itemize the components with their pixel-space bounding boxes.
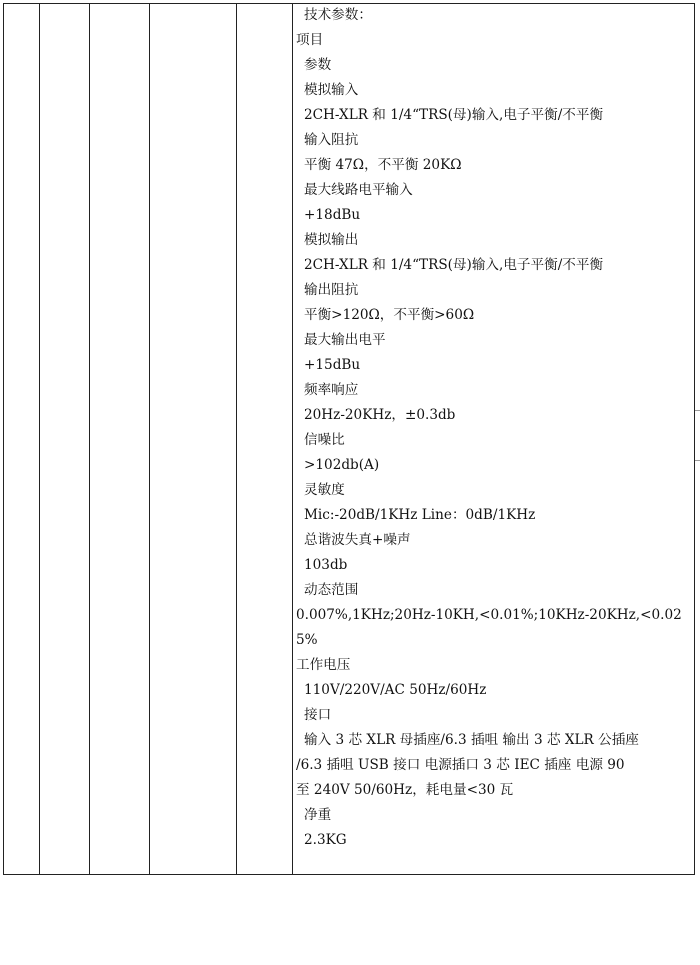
spec-value: 输入 3 芯 XLR 母插座/6.3 插咀 输出 3 芯 XLR 公插座 (304, 732, 639, 748)
margin-tick (695, 460, 700, 461)
spec-value: +15dBu (304, 357, 361, 373)
spec-value: 110V/220V/AC 50Hz/60Hz (304, 682, 487, 698)
spec-value: 2.3KG (304, 832, 347, 848)
spec-value-continued: /6.3 插咀 USB 接口 电源插口 3 芯 IEC 插座 电源 90 (296, 757, 625, 773)
spec-label: 总谐波失真+噪声 (304, 532, 411, 548)
spec-value: 103db (304, 557, 348, 573)
column-divider (149, 3, 150, 875)
spec-value: 0.007%,1KHz;20Hz-10KH,<0.01%;10KHz-20KHz,<0.02 (296, 607, 682, 623)
spec-value: Mic:-20dB/1KHz Line：0dB/1KHz (304, 507, 536, 523)
margin-tick (695, 410, 700, 411)
spec-value-continued: 至 240V 50/60Hz，耗电量<30 瓦 (296, 782, 514, 798)
spec-label: 信噪比 (304, 432, 345, 448)
spec-label: 最大线路电平输入 (304, 182, 413, 198)
spec-cell (296, 3, 688, 853)
spec-label: 最大输出电平 (304, 332, 386, 348)
spec-heading: 技术参数： (304, 7, 372, 23)
spec-label: 动态范围 (304, 582, 359, 598)
spec-label: 工作电压 (296, 657, 351, 673)
spec-label: 模拟输出 (304, 232, 359, 248)
spec-label: 输出阻抗 (304, 282, 359, 298)
spec-value: 平衡 47Ω，不平衡 20KΩ (304, 157, 462, 173)
spec-label: 灵敏度 (304, 482, 345, 498)
column-divider (236, 3, 237, 875)
spec-header-param: 参数 (304, 57, 332, 73)
spec-label: 输入阻抗 (304, 132, 359, 148)
spec-value: >102db(A) (304, 457, 380, 473)
spec-value: +18dBu (304, 207, 361, 223)
spec-value: 20Hz-20KHz，±0.3db (304, 407, 456, 423)
spec-header-item: 项目 (296, 32, 324, 48)
spec-value: 平衡>120Ω，不平衡>60Ω (304, 307, 475, 323)
spec-label: 模拟输入 (304, 82, 359, 98)
spec-value: 2CH-XLR 和 1/4“TRS(母)输入,电子平衡/不平衡 (304, 257, 604, 273)
spec-value-continued: 5% (296, 632, 318, 648)
spec-value: 2CH-XLR 和 1/4“TRS(母)输入,电子平衡/不平衡 (304, 107, 604, 123)
spec-label: 净重 (304, 807, 332, 823)
spec-label: 接口 (304, 707, 332, 723)
column-divider (292, 3, 293, 875)
column-divider (89, 3, 90, 875)
column-divider (39, 3, 40, 875)
spec-label: 频率响应 (304, 382, 359, 398)
